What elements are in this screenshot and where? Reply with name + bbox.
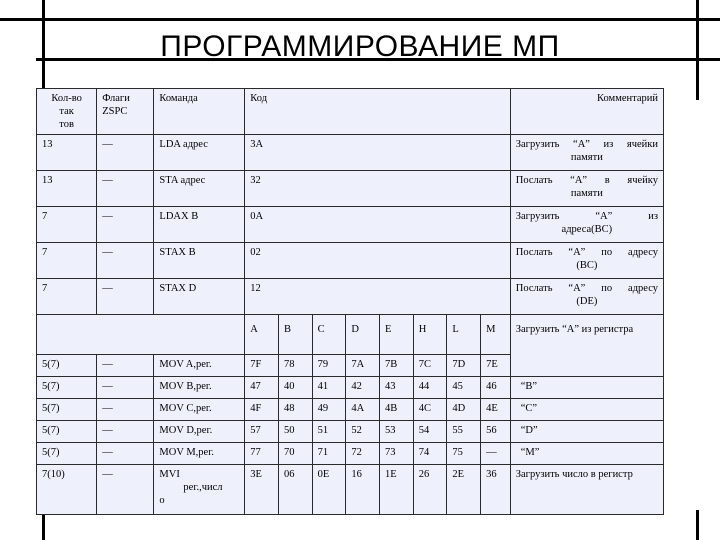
comment-cell: “M” <box>510 443 663 465</box>
code-cell: 12 <box>245 279 510 315</box>
comment-cell <box>510 279 663 315</box>
register-header-d: D <box>346 315 380 355</box>
code-cell: 41 <box>312 377 346 399</box>
command-cell: LDA адрес <box>154 135 245 171</box>
header-count-line-2: так <box>59 106 74 117</box>
register-header-c: C <box>312 315 346 355</box>
slide-title: ПРОГРАММИРОВАНИЕ МП <box>160 30 560 63</box>
code-cell: 46 <box>481 377 511 399</box>
code-cell: 42 <box>346 377 380 399</box>
register-header-b: B <box>278 315 312 355</box>
count-cell: 5(7) <box>37 377 97 399</box>
comment-line-1: Послать “А” по адресу <box>515 247 658 258</box>
command-cell: STAX B <box>154 243 245 279</box>
register-header-l: L <box>447 315 481 355</box>
comment-line-2: адреса(BC) <box>561 224 613 235</box>
code-cell: 48 <box>278 399 312 421</box>
command-cell: STA адрес <box>154 171 245 207</box>
code-cell: 71 <box>312 443 346 465</box>
comment-line-2: (BC) <box>576 260 598 271</box>
code-cell: 02 <box>245 243 510 279</box>
comment-line-1: Послать “А” в ячейку <box>515 175 658 186</box>
code-cell: 43 <box>380 377 414 399</box>
code-cell: 1E <box>380 465 414 515</box>
header-flags-line-2: ZSPC <box>102 106 128 117</box>
code-cell: 32 <box>245 171 510 207</box>
comment-cell <box>510 243 663 279</box>
code-cell: 7B <box>380 355 414 377</box>
table-row <box>37 279 664 315</box>
comment-cell: “C” <box>510 399 663 421</box>
code-cell: 4D <box>447 399 481 421</box>
command-cell: MOV B,рег. <box>154 377 245 399</box>
command-cell: MOV M,рег. <box>154 443 245 465</box>
comment-line-1: Загрузить “А” из <box>515 211 658 222</box>
register-header-e: E <box>380 315 414 355</box>
flags-cell: — <box>97 135 154 171</box>
code-cell: 75 <box>447 443 481 465</box>
register-header-comment: Загрузить “А” из регистра <box>510 315 663 377</box>
comment-line-1: Загрузить “А” из ячейки <box>515 139 658 150</box>
flags-cell: — <box>97 279 154 315</box>
header-command: Команда <box>154 89 245 135</box>
code-cell: 47 <box>245 377 279 399</box>
table-row <box>37 135 664 171</box>
command-line-3: о <box>159 495 165 506</box>
flags-cell: — <box>97 355 154 377</box>
header-flags-line-1: Флаги <box>102 93 130 104</box>
table-row <box>37 207 664 243</box>
register-header-blank <box>37 315 245 355</box>
header-code: Код <box>245 89 510 135</box>
code-cell: 45 <box>447 377 481 399</box>
command-cell: MOV A,рег. <box>154 355 245 377</box>
code-cell: 36 <box>481 465 511 515</box>
count-cell: 7(10) <box>37 465 97 515</box>
comment-line-1: Послать “А” по адресу <box>515 283 658 294</box>
table-row <box>37 171 664 207</box>
code-cell: 4A <box>346 399 380 421</box>
register-header-a: A <box>245 315 279 355</box>
header-count-line-3: тов <box>59 119 74 130</box>
comment-cell: “D” <box>510 421 663 443</box>
comment-line-2: (DE) <box>576 296 598 307</box>
flags-cell: — <box>97 171 154 207</box>
code-cell: 79 <box>312 355 346 377</box>
code-cell: 3A <box>245 135 510 171</box>
code-cell: 4F <box>245 399 279 421</box>
code-cell: 7E <box>481 355 511 377</box>
flags-cell: — <box>97 243 154 279</box>
code-cell: 51 <box>312 421 346 443</box>
flags-cell: — <box>97 465 154 515</box>
command-cell: STAX D <box>154 279 245 315</box>
register-header-m: M <box>481 315 511 355</box>
comment-line-2: памяти <box>570 188 603 199</box>
code-cell: 54 <box>413 421 447 443</box>
instruction-table <box>36 88 664 515</box>
table-row <box>37 421 664 443</box>
comment-cell <box>510 171 663 207</box>
register-header-h: H <box>413 315 447 355</box>
count-cell: 13 <box>37 171 97 207</box>
register-header-row <box>37 315 664 355</box>
comment-line-2: памяти <box>570 152 603 163</box>
count-cell: 13 <box>37 135 97 171</box>
header-count <box>37 89 97 135</box>
code-cell: 16 <box>346 465 380 515</box>
code-cell: 70 <box>278 443 312 465</box>
code-cell: 40 <box>278 377 312 399</box>
code-cell: — <box>481 443 511 465</box>
count-cell: 5(7) <box>37 399 97 421</box>
comment-cell: “B” <box>510 377 663 399</box>
header-flags <box>97 89 154 135</box>
table-row <box>37 465 664 515</box>
code-cell: 7A <box>346 355 380 377</box>
header-comment: Комментарий <box>510 89 663 135</box>
code-cell: 06 <box>278 465 312 515</box>
flags-cell: — <box>97 377 154 399</box>
frame-top-line <box>0 18 720 21</box>
code-cell: 72 <box>346 443 380 465</box>
code-cell: 73 <box>380 443 414 465</box>
count-cell: 5(7) <box>37 355 97 377</box>
command-line-1: MVI <box>159 469 180 480</box>
header-count-line-1: Кол-во <box>51 93 82 104</box>
code-cell: 7C <box>413 355 447 377</box>
flags-cell: — <box>97 421 154 443</box>
header-row <box>37 89 664 135</box>
command-cell: MOV C,рег. <box>154 399 245 421</box>
count-cell: 7 <box>37 207 97 243</box>
code-cell: 52 <box>346 421 380 443</box>
code-cell: 53 <box>380 421 414 443</box>
code-cell: 50 <box>278 421 312 443</box>
code-cell: 7D <box>447 355 481 377</box>
flags-cell: — <box>97 443 154 465</box>
command-cell: MOV D,рег. <box>154 421 245 443</box>
comment-cell: Загрузить число в регистр <box>510 465 663 515</box>
comment-cell <box>510 135 663 171</box>
table-row <box>37 399 664 421</box>
count-cell: 7 <box>37 243 97 279</box>
comment-cell <box>510 207 663 243</box>
code-cell: 78 <box>278 355 312 377</box>
code-cell: 77 <box>245 443 279 465</box>
code-cell: 2E <box>447 465 481 515</box>
command-line-2: рег.,числ <box>183 482 223 493</box>
code-cell: 3E <box>245 465 279 515</box>
table-row <box>37 443 664 465</box>
code-cell: 4B <box>380 399 414 421</box>
command-cell <box>154 465 245 515</box>
code-cell: 55 <box>447 421 481 443</box>
code-cell: 7F <box>245 355 279 377</box>
count-cell: 7 <box>37 279 97 315</box>
flags-cell: — <box>97 207 154 243</box>
command-cell: LDAX B <box>154 207 245 243</box>
code-cell: 74 <box>413 443 447 465</box>
flags-cell: — <box>97 399 154 421</box>
code-cell: 56 <box>481 421 511 443</box>
code-cell: 57 <box>245 421 279 443</box>
code-cell: 4E <box>481 399 511 421</box>
code-cell: 26 <box>413 465 447 515</box>
code-cell: 4C <box>413 399 447 421</box>
table-row <box>37 243 664 279</box>
code-cell: 44 <box>413 377 447 399</box>
count-cell: 5(7) <box>37 421 97 443</box>
code-cell: 0A <box>245 207 510 243</box>
table-row <box>37 377 664 399</box>
code-cell: 49 <box>312 399 346 421</box>
count-cell: 5(7) <box>37 443 97 465</box>
code-cell: 0E <box>312 465 346 515</box>
frame-bottom-right-line <box>696 510 699 540</box>
